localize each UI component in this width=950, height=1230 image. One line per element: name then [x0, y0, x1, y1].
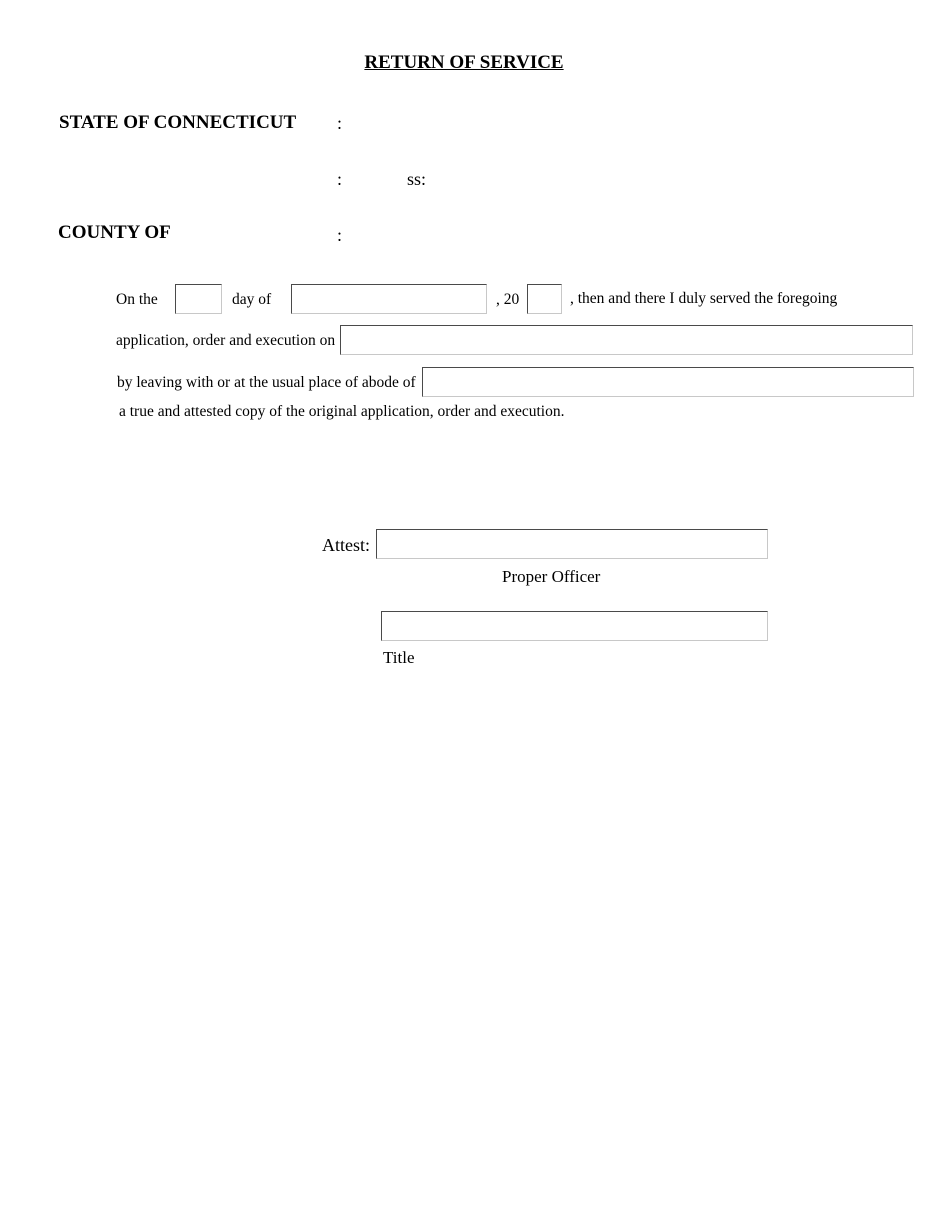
- title-input[interactable]: [381, 611, 768, 641]
- attest-label: Attest:: [322, 535, 370, 555]
- proper-officer-caption: Proper Officer: [502, 567, 601, 586]
- county-colon: :: [337, 225, 343, 245]
- ss-colon: :: [337, 169, 343, 189]
- year-prefix-label: , 20: [496, 291, 520, 308]
- state-label: STATE OF CONNECTICUT: [59, 112, 297, 133]
- day-input[interactable]: [175, 284, 222, 314]
- year-input[interactable]: [527, 284, 562, 314]
- county-label: COUNTY OF: [58, 222, 171, 243]
- title-caption: Title: [383, 648, 415, 667]
- served-on-input[interactable]: [340, 325, 913, 355]
- page-title: RETURN OF SERVICE: [364, 52, 564, 73]
- served-on-label: application, order and execution on: [116, 332, 336, 349]
- copy-text: a true and attested copy of the original application, order and execution.: [119, 403, 565, 420]
- then-text: , then and there I duly served the foregoing: [570, 290, 838, 307]
- day-of-label: day of: [232, 291, 272, 308]
- ss-label: ss:: [407, 169, 427, 189]
- state-colon: :: [337, 113, 343, 133]
- abode-label: by leaving with or at the usual place of abode of: [117, 374, 416, 391]
- month-input[interactable]: [291, 284, 487, 314]
- abode-input[interactable]: [422, 367, 914, 397]
- on-the-label: On the: [116, 291, 158, 308]
- attest-input[interactable]: [376, 529, 768, 559]
